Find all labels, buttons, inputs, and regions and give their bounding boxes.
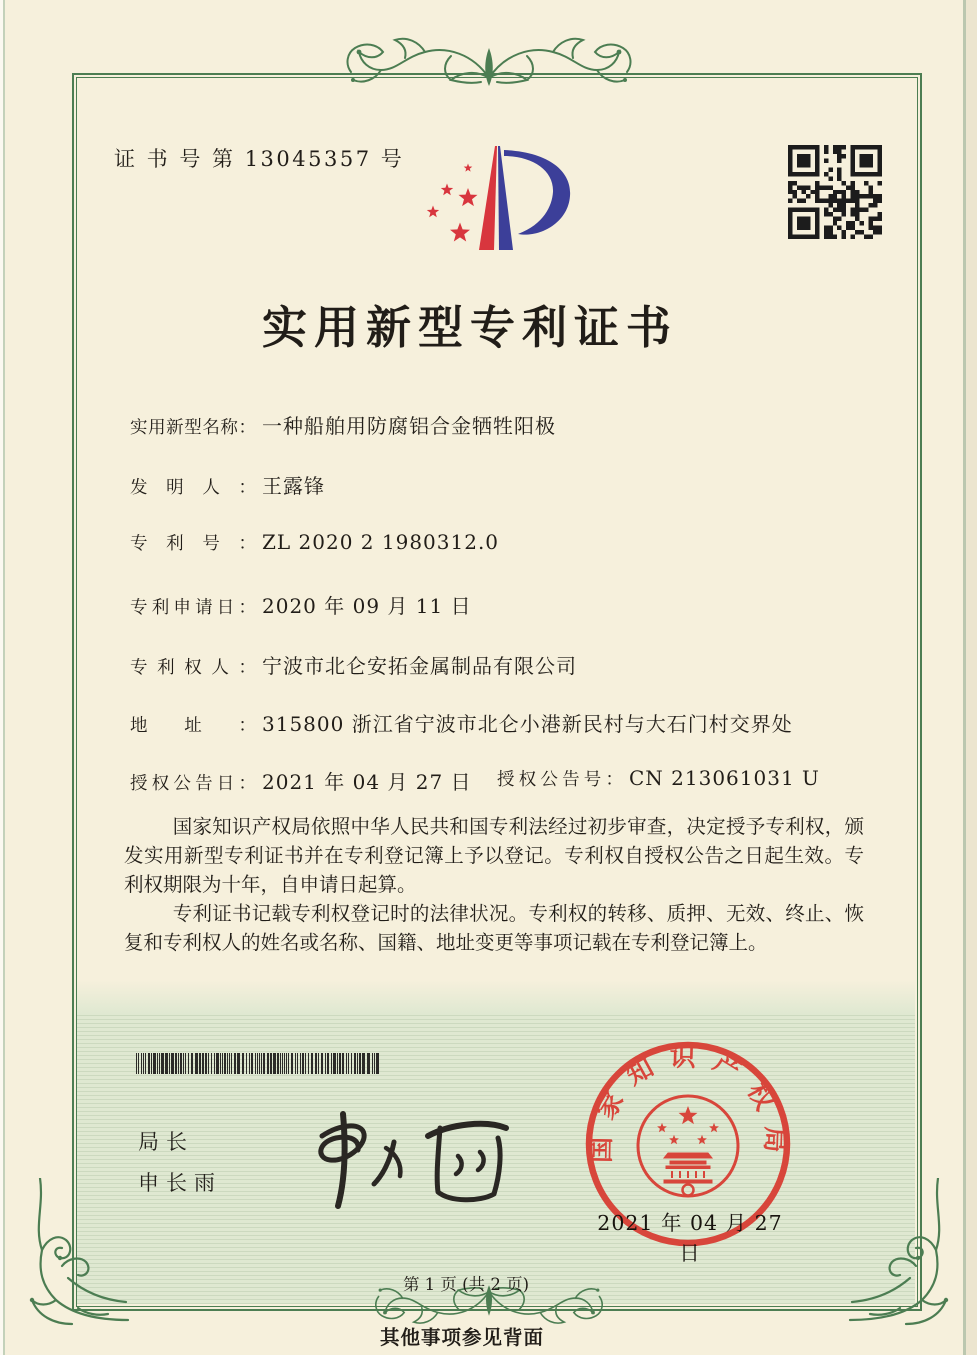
legal-paragraph-1: 国家知识产权局依照中华人民共和国专利法经过初步审查，决定授予专利权，颁发实用新型专利证书并在专利登记簿上予以登记。专利权自授权公告之日起生效。专利权期限为十年，自申请日起算。 <box>124 815 864 896</box>
field-label: 专利号： <box>130 534 256 554</box>
cnipa-logo-icon <box>420 140 575 255</box>
page-indicator: 第 1 页 (共 2 页) <box>402 1275 530 1294</box>
field-value: 王露锋 <box>262 474 325 498</box>
certificate-title: 实用新型专利证书 <box>261 301 678 354</box>
legal-paragraph-2: 专利证书记载专利权登记时的法律状况。专利权的转移、质押、无效、终止、恢复和专利权人的姓名或名称、国籍、地址变更等事项记载在专利登记簿上。 <box>124 902 864 954</box>
field-value: CN 213061031 U <box>629 766 820 790</box>
barcode <box>135 1053 383 1074</box>
seal-date: 2021 年 04 月 27 日 <box>597 1211 783 1265</box>
border-ornament-top <box>339 34 639 90</box>
field-value: 宁波市北仑安拓金属制品有限公司 <box>262 654 577 678</box>
field-group-grant-number <box>497 766 820 791</box>
field-value: 2021 年 04 月 27 日 <box>262 770 472 794</box>
commissioner-name: 申长雨 <box>138 1171 222 1195</box>
scan-edge-left-line <box>3 0 5 1355</box>
field-row-address <box>130 708 910 738</box>
qr-code <box>788 145 882 239</box>
field-label: 实用新型名称： <box>130 418 256 438</box>
border-flourish-bottom-left <box>28 1178 138 1338</box>
field-value: 2020 年 09 月 11 日 <box>262 594 472 618</box>
field-label: 地址： <box>130 716 256 736</box>
field-row-grant <box>130 766 910 796</box>
back-side-note: 其他事项参见背面 <box>379 1326 544 1349</box>
field-value: 一种船舶用防腐铝合金牺牲阳极 <box>262 414 556 438</box>
national-emblem <box>638 1096 738 1196</box>
field-label: 授权公告日： <box>130 774 256 794</box>
field-row-patentee <box>130 650 910 680</box>
scan-edge-right <box>966 0 977 1355</box>
field-value: ZL 2020 2 1980312.0 <box>262 530 500 554</box>
field-row-utility-model-name <box>130 410 910 440</box>
field-row-inventor <box>130 470 910 500</box>
certificate-number: 证 书 号 第 13045357 号 <box>114 147 405 171</box>
field-value: 315800 浙江省宁波市北仑小港新民村与大石门村交界处 <box>262 712 793 736</box>
commissioner-title: 局长 <box>138 1130 194 1154</box>
commissioner-signature <box>288 1108 538 1210</box>
legal-text-block <box>124 812 864 957</box>
svg-text:国家知识产权局 <box>587 1043 790 1169</box>
field-label: 专利权人： <box>130 658 256 678</box>
field-label: 授权公告号： <box>497 770 623 790</box>
seal-text: 国家知识产权局 <box>586 1042 790 1169</box>
field-row-patent-number <box>130 530 910 560</box>
field-label: 发明人： <box>130 478 256 498</box>
field-label: 专利申请日： <box>130 598 256 618</box>
field-row-filing-date <box>130 590 910 620</box>
border-flourish-bottom-right <box>840 1178 950 1338</box>
